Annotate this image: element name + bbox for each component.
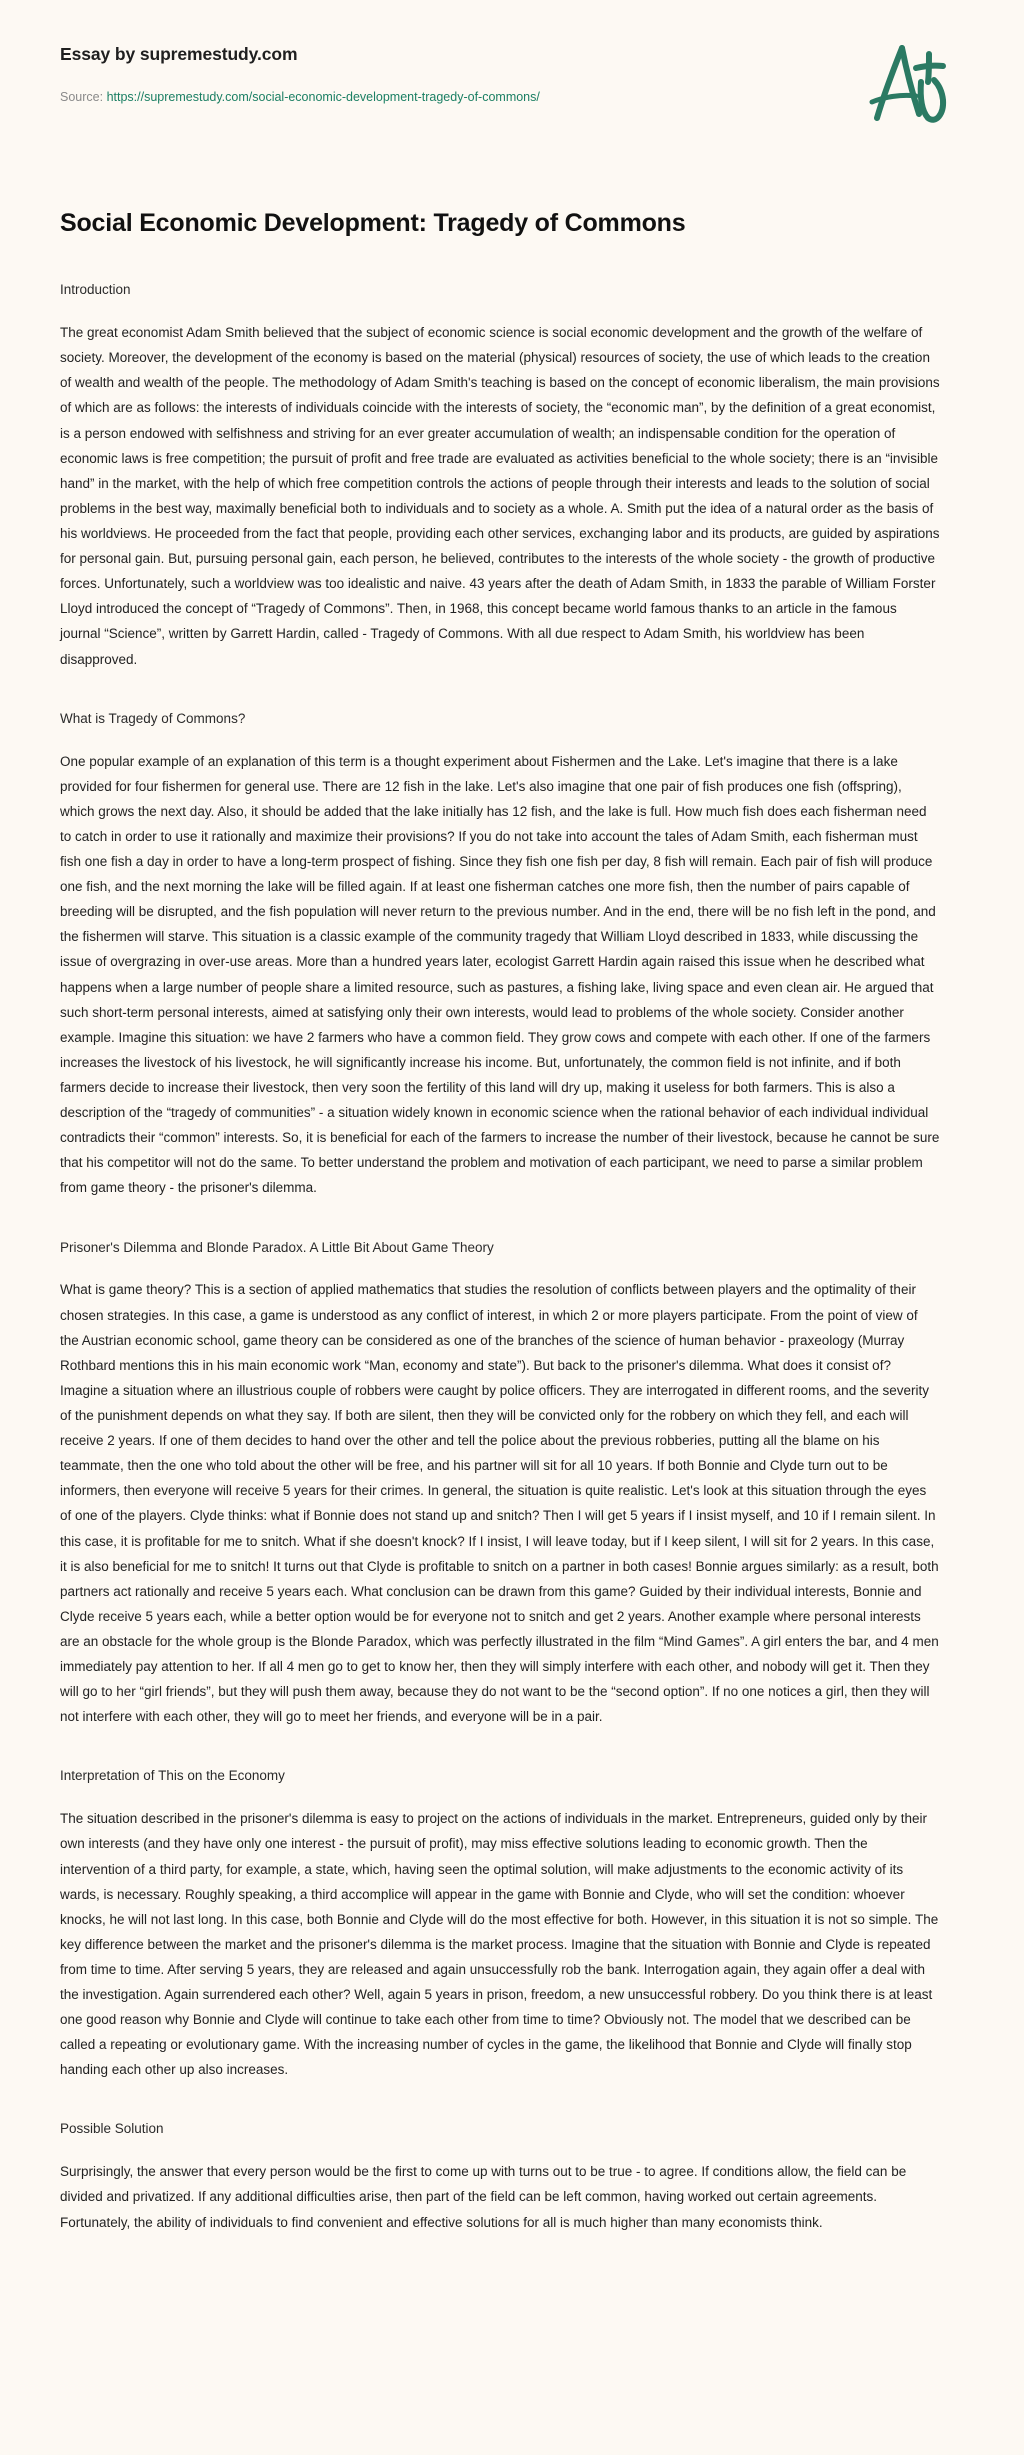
- a-plus-logo-icon: [864, 34, 950, 126]
- article-body: [0, 208, 1024, 2283]
- section-heading-what-is-tragedy-of-commons: What is Tragedy of Commons?: [60, 710, 246, 726]
- paragraph: The situation described in the prisoner's dilemma is easy to project on the actions of individuals in the market. Entrepreneurs, guided only by their own interests (and they have only one interest - the pursuit of profit), may miss effective solutions leading to economic growth. Then the intervention of a third party, for example, a state, which, having seen the optimal solution, will make adjustments to the economic activity of its wards, is necessary. Roughly speaking, a third accomplice will appear in the game with Bonnie and Clyde, who will set the condition: whoever knocks, he will not last long. In this case, both Bonnie and Clyde will do the most effective for both. However, in this situation it is not so simple. The key difference between the market and the prisoner's dilemma is the market process. Imagine that the situation with Bonnie and Clyde is repeated from time to time. After serving 5 years, they are released and again unsuccessfully rob the bank. Interrogation again, they again offer a deal with the investigation. Again surrendered each other? Well, again 5 years in prison, freedom, a new unsuccessful robbery. Do you think there is at least one good reason why Bonnie and Clyde will continue to take each other from time to time? Obviously not. The model that we described can be called a repeating or evolutionary game. With the increasing number of cycles in the game, the likelihood that Bonnie and Clyde will finally stop handing each other up also increases.: [60, 1811, 939, 2078]
- section-heading-possible-solution: Possible Solution: [60, 2121, 164, 2137]
- section-heading-interpretation-on-economy: Interpretation of This on the Economy: [60, 1768, 285, 1784]
- paragraph: One popular example of an explanation of this term is a thought experiment about Fishermen and the Lake. Let's imagine that there is a lake provided for four fishermen for general use. There are 12 fish in the lake. Let's also imagine that one pair of fish produces one fish (offspring), which grows the next day. Also, it should be added that the lake initially has 12 fish, and the lake is full. How much fish does each fisherman need to catch in order to use it rationally and maximize their provisions? If you do not take into account the tales of Adam Smith, each fisherman must fish one fish a day in order to have a long-term prospect of fishing. Since they fish one fish per day, 8 fish will remain. Each pair of fish will produce one fish, and the next morning the lake will be filled again. If at least one fisherman catches one more fish, then the number of pairs capable of breeding will be disrupted, and the fish population will never return to the previous number. And in the end, there will be no fish left in the pond, and the fishermen will starve. This situation is a classic example of the community tragedy that William Lloyd described in 1833, while discussing the issue of overgrazing in over-use areas. More than a hundred years later, ecologist Garrett Hardin again raised this issue when he described what happens when a large number of people share a limited resource, such as pastures, a fishing lake, living space and even clean air. He argued that such short-term personal interests, aimed at satisfying only their own interests, would lead to problems of the whole society. Consider another example. Imagine this situation: we have 2 farmers who have a common field. They grow cows and compete with each other. If one of the farmers increases the livestock of his livestock, he will significantly increase his income. But, unfortunately, the common field is not infinite, and if both farmers decide to increase their livestock, then very soon the fertility of this land will dry up, making it useless for both farmers. This is also a description of the “tragedy of communities” - a situation widely known in economic science when the rational behavior of each individual individual contradicts their “common” interests. So, it is beneficial for each of the farmers to increase the number of their livestock, because he cannot be sure that his competitor will not do the same. To better understand the problem and motivation of each participant, we need to parse a similar problem from game theory - the prisoner's dilemma.: [60, 753, 940, 1196]
- page-title: Social Economic Development: Tragedy of Commons: [60, 209, 686, 237]
- section-heading-prisoners-dilemma: Prisoner's Dilemma and Blonde Paradox. A Little Bit About Game Theory: [60, 1239, 494, 1255]
- source-label: Source:: [60, 90, 104, 104]
- site-header: [0, 0, 1024, 118]
- source-url-link[interactable]: https://supremestudy.com/social-economic-development-tragedy-of-commons/: [106, 90, 540, 104]
- section-heading-introduction: Introduction: [60, 282, 131, 298]
- source-line: [60, 90, 964, 105]
- paragraph: What is game theory? This is a section of applied mathematics that studies the resolution of conflicts between players and the optimality of their chosen strategies. In this case, a game is understood as any conflict of interest, in which 2 or more players participate. From the point of view of the Austrian economic school, game theory can be considered as one of the branches of the science of human behavior - praxeology (Murray Rothbard mentions this in his main economic work “Man, economy and state”). But back to the prisoner's dilemma. What does it consist of? Imagine a situation where an illustrious couple of robbers were caught by police officers. They are interrogated in different rooms, and the severity of the punishment depends on what they say. If both are silent, then they will be convicted only for the robbery on which they fell, and each will receive 2 years. If one of them decides to hand over the other and tell the police about the previous robberies, putting all the blame on his teammate, then the one who told about the other will be free, and his partner will sit for all 10 years. If both Bonnie and Clyde turn out to be informers, then everyone will receive 5 years for their crimes. In general, the situation is quite realistic. Let's look at this situation through the eyes of one of the players. Clyde thinks: what if Bonnie does not stand up and snitch? Then I will get 5 years if I insist myself, and 10 if I remain silent. In this case, it is profitable for me to snitch. What if she doesn't knock? If I insist, I will leave today, but if I keep silent, I will sit for 2 years. In this case, it is also beneficial for me to snitch! It turns out that Clyde is profitable to snitch on a partner in both cases! Bonnie argues similarly: as a result, both partners act rationally and receive 5 years each. What conclusion can be drawn from this game? Guided by their individual interests, Bonnie and Clyde receive 5 years each, while a better option would be for everyone not to snitch and get 2 years. Another example where personal interests are an obstacle for the whole group is the Blonde Paradox, which was perfectly illustrated in the film “Mind Games”. A girl enters the bar, and 4 men immediately pay attention to her. If all 4 men go to get to know her, then they will simply interfere with each other, and nobody will get it. Then they will go to her “girl friends”, but they will push them away, because they do not want to be the “second option”. If no one notices a girl, then they will not interfere with each other, they will go to meet her friends, and everyone will be in a pair.: [60, 1282, 939, 1725]
- paragraph: The great economist Adam Smith believed that the subject of economic science is social economic development and the growth of the welfare of society. Moreover, the development of the economy is based on the material (physical) resources of society, the use of which leads to the creation of wealth and wealth of the people. The methodology of Adam Smith's teaching is based on the concept of economic liberalism, the main provisions of which are as follows: the interests of individuals coincide with the interests of society, the “economic man”, by the definition of a great economist, is a person endowed with selfishness and striving for an ever greater accumulation of wealth; an indispensable condition for the operation of economic laws is free competition; the pursuit of profit and free trade are evaluated as activities beneficial to the whole society; there is an “invisible hand” in the market, with the help of which free competition controls the actions of people through their interests and leads to the solution of social problems in the best way, maximally beneficial both to individuals and to society as a whole. A. Smith put the idea of a natural order as the basis of his worldviews. He proceeded from the fact that people, providing each other services, exchanging labor and its products, are guided by aspirations for personal gain. But, pursuing personal gain, each person, he believed, contributes to the interests of the whole society - the growth of productive forces. Unfortunately, such a worldview was too idealistic and naive. 43 years after the death of Adam Smith, in 1833 the parable of William Forster Lloyd introduced the concept of “Tragedy of Commons”. Then, in 1968, this concept became world famous thanks to an article in the famous journal “Science”, written by Garrett Hardin, called - Tragedy of Commons. With all due respect to Adam Smith, his worldview has been disapproved.: [60, 325, 940, 667]
- paragraph: Surprisingly, the answer that every person would be the first to come up with turns out to be true - to agree. If conditions allow, the field can be divided and privatized. If any additional difficulties arise, then part of the field can be left common, having worked out certain agreements. Fortunately, the ability of individuals to find convenient and effective solutions for all is much higher than many economists think.: [60, 2164, 907, 2230]
- byline: Essay by supremestudy.com: [60, 44, 298, 64]
